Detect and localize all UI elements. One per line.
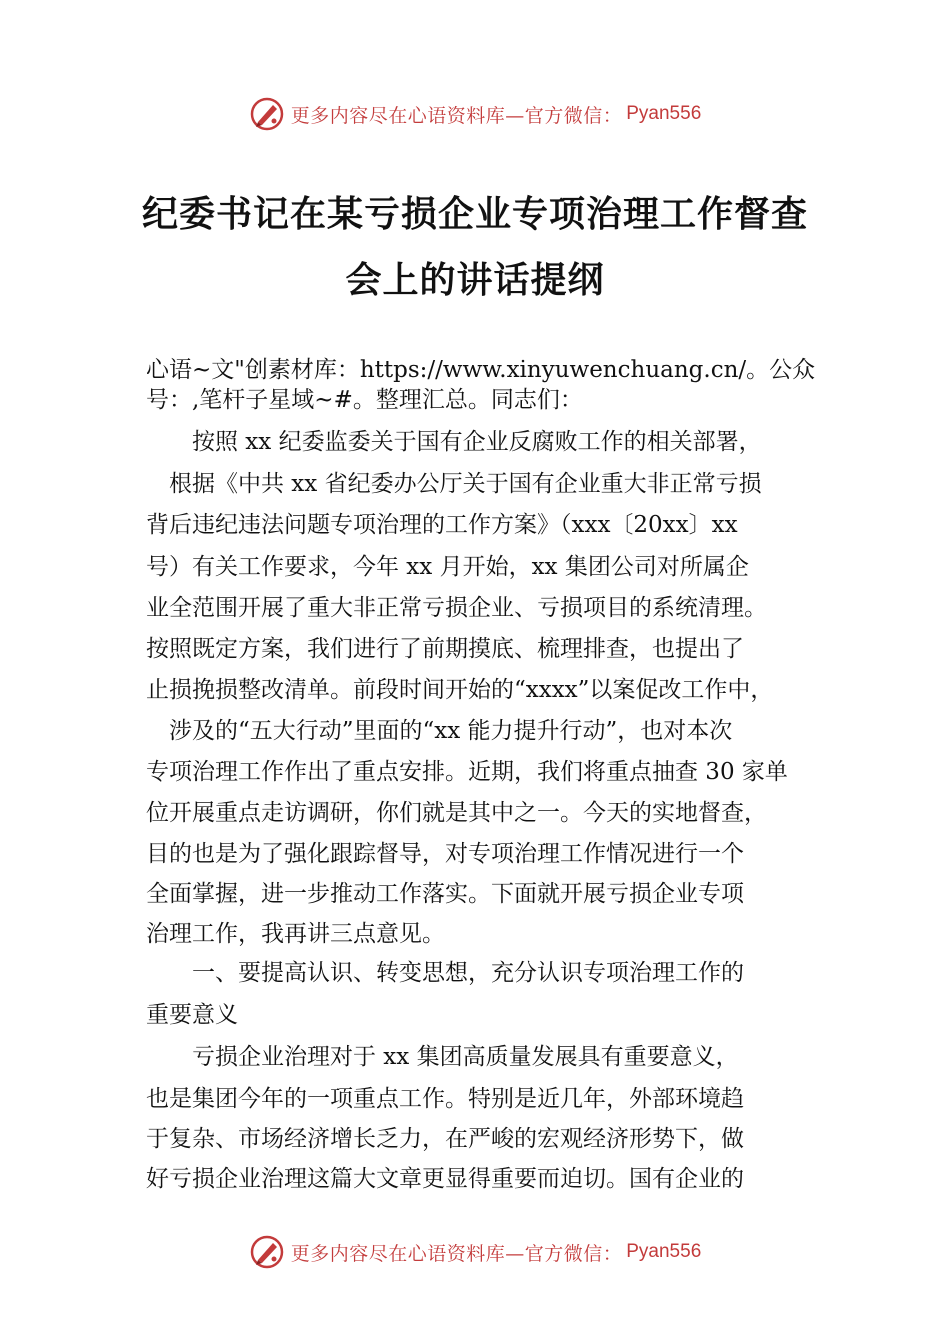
document-title-line-1: 纪委书记在某亏损企业专项治理工作督查	[141, 193, 808, 235]
body-line: 治理工作，我再讲三点意见。	[146, 921, 445, 947]
body-line: 目的也是为了强化跟踪督导，对专项治理工作情况进行一个	[146, 841, 744, 867]
section-heading-1-cont: 重要意义	[146, 1002, 238, 1028]
header-banner	[0, 94, 950, 134]
pen-logo-icon	[249, 96, 285, 132]
body-line: 业全范围开展了重大非正常亏损企业、亏损项目的系统清理。	[146, 595, 767, 621]
body-line: 心语~文"创素材库：https://www.xinyuwenchuang.cn/。公众	[146, 357, 816, 383]
body-line: 背后违纪违法问题专项治理的工作方案》（xxx〔20xx〕xx	[146, 512, 738, 538]
wechat-id: Pyan556	[626, 1241, 702, 1262]
pen-logo-icon	[249, 1234, 285, 1270]
banner-text: 更多内容尽在心语资料库—官方微信：	[290, 1242, 623, 1265]
body-line: 专项治理工作作出了重点安排。近期，我们将重点抽查 30 家单	[146, 759, 788, 785]
body-line: 涉及的“五大行动”里面的“xx 能力提升行动”，也对本次	[146, 718, 733, 744]
body-line: 全面掌握，进一步推动工作落实。下面就开展亏损企业专项	[146, 881, 744, 907]
footer-banner	[0, 1232, 950, 1272]
body-line: 号：,笔杆子星域~#。整理汇总。同志们：	[146, 387, 583, 413]
document-title-line-2: 会上的讲话提纲	[345, 259, 605, 301]
body-line: 好亏损企业治理这篇大文章更显得重要而迫切。国有企业的	[146, 1166, 744, 1192]
body-line: 于复杂、市场经济增长乏力，在严峻的宏观经济形势下，做	[146, 1126, 744, 1152]
section-heading-1: 一、要提高认识、转变思想，充分认识专项治理工作的	[146, 960, 744, 986]
body-line: 止损挽损整改清单。前段时间开始的“xxxx”以案促改工作中，	[146, 677, 774, 703]
body-line: 按照 xx 纪委监委关于国有企业反腐败工作的相关部署，	[146, 429, 762, 455]
banner-text: 更多内容尽在心语资料库—官方微信：	[290, 104, 623, 127]
body-line: 亏损企业治理对于 xx 集团高质量发展具有重要意义，	[146, 1044, 739, 1070]
body-line: 也是集团今年的一项重点工作。特别是近几年，外部环境趋	[146, 1086, 744, 1112]
body-line: 按照既定方案，我们进行了前期摸底、梳理排查，也提出了	[146, 636, 744, 662]
body-line: 号）有关工作要求，今年 xx 月开始，xx 集团公司对所属企	[146, 554, 749, 580]
body-line: 位开展重点走访调研，你们就是其中之一。今天的实地督查，	[146, 800, 767, 826]
body-line: 根据《中共 xx 省纪委办公厅关于国有企业重大非正常亏损	[146, 471, 762, 497]
wechat-id: Pyan556	[626, 103, 702, 124]
